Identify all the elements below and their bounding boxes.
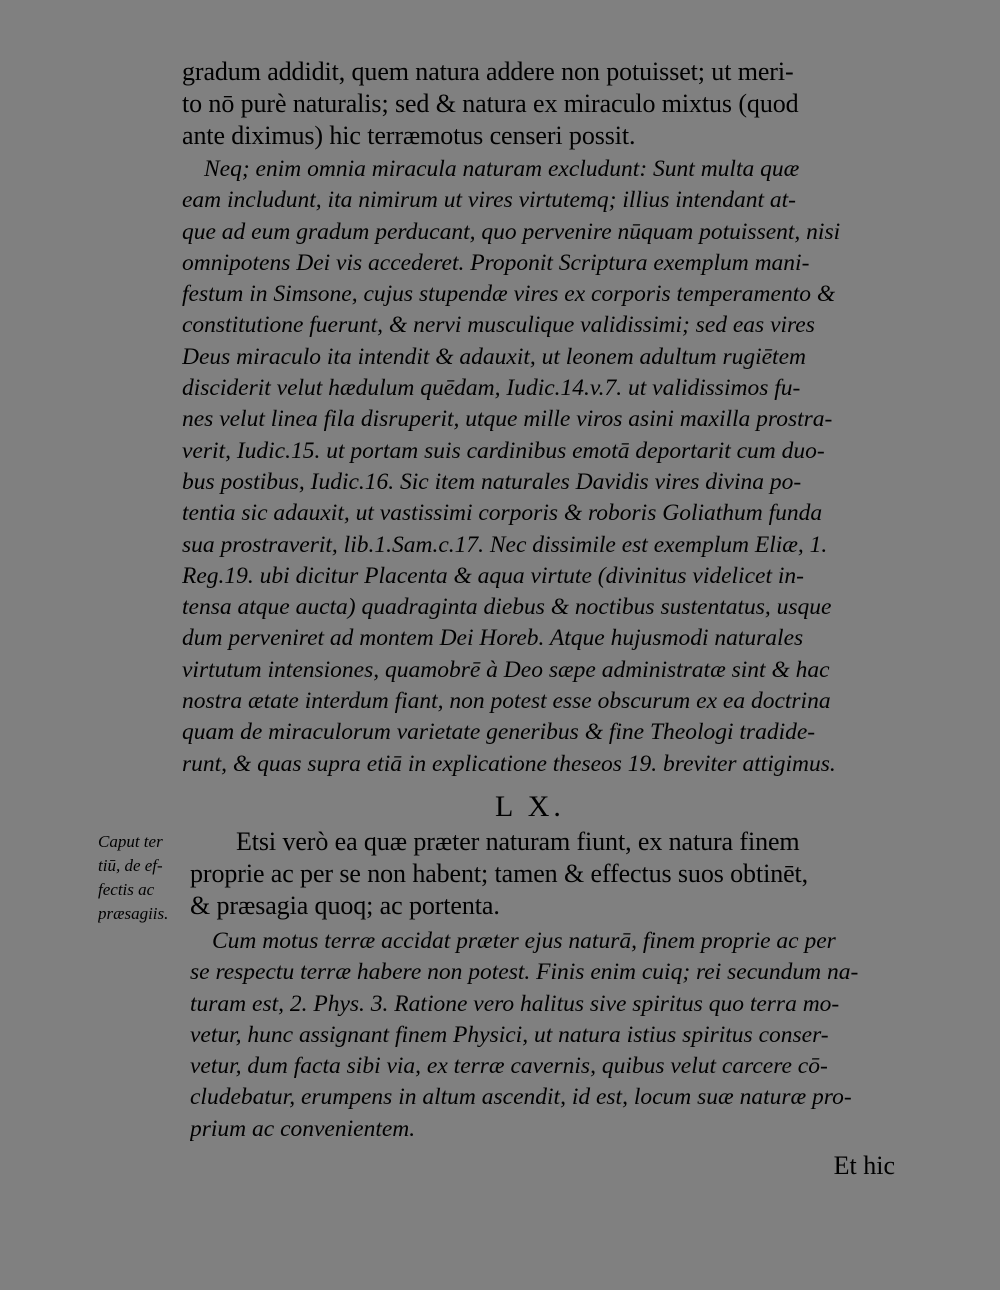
text-line: Reg.19. ubi dicitur Placenta & aqua virtute (divinitus videlicet in- [182, 562, 804, 589]
text-line: proprie ac per se non habent; tamen & effectus suos obtinēt, [190, 859, 809, 888]
text-line: virtutum intensiones, quamobrē à Deo sæpe administratæ sint & hac [182, 656, 830, 683]
text-line: Etsi verò ea quæ præter naturam fiunt, ex natura finem [236, 827, 800, 856]
text-line: quam de miraculorum varietate generibus & fine Theologi tradide- [182, 719, 816, 746]
text-line: turam est, 2. Phys. 3. Ratione vero halitus sive spiritus quo terra mo- [190, 990, 840, 1017]
text-line: & præsagia quoq; ac portenta. [190, 891, 500, 920]
text-line: disciderit velut hædulum quēdam, Iudic.14.v.7. ut validissimos fu- [182, 375, 801, 402]
text-line: constitutione fuerunt, & nervi musculique validissimi; sed eas vires [182, 312, 815, 339]
text-line: gradum addidit, quem natura addere non potuisset; ut meri- [182, 57, 794, 86]
text-line: tentia sic adauxit, ut vastissimi corporis & roboris Goliathum funda [182, 500, 823, 527]
text-line: sua prostraverit, lib.1.Sam.c.17. Nec dissimile est exemplum Eliæ, 1. [182, 531, 828, 558]
text-line: Cum motus terræ accidat præter ejus naturā, finem proprie ac per [212, 928, 836, 954]
paragraph-italic-commentary [190, 926, 895, 1145]
text-line: bus postibus, Iudic.16. Sic item naturales Davidis vires divina po- [182, 468, 802, 495]
text-line: ante diximus) hic terræmotus censeri possit. [182, 121, 636, 150]
text-line: Deus miraculo ita intendit & adauxit, ut leonem adultum rugiētem [182, 343, 806, 370]
paragraph-italic-commentary [182, 154, 894, 780]
text-line: dum perveniret ad montem Dei Horeb. Atque hujusmodi naturales [182, 625, 804, 652]
text-line: to nō purè naturalis; sed & natura ex miraculo mixtus (quod [182, 89, 799, 118]
text-line: runt, & quas supra etiā in explicatione theseos 19. breviter attigimus. [182, 750, 836, 777]
text-line: tensa atque aucta) quadraginta diebus & noctibus sustentatus, usque [182, 594, 832, 621]
text-line: eam includunt, ita nimirum ut vires virtutemq; illius intendant at- [182, 187, 796, 214]
text-line: nes velut linea fila disruperit, utque mille viros asini maxilla prostra- [182, 406, 833, 433]
section-heading: L X. [495, 790, 565, 823]
text-line: omnipotens Dei vis accederet. Proponit Scriptura exemplum mani- [182, 249, 810, 276]
text-line: verit, Iudic.15. ut portam suis cardinibus emotā deportarit cum duo- [182, 437, 825, 464]
paragraph-continuation [182, 56, 894, 152]
margin-note-line: tiū, de ef- [98, 856, 163, 875]
margin-note-line: fectis ac [98, 880, 155, 899]
margin-note-line: præsagiis. [98, 904, 169, 923]
text-line: Neq; enim omnia miracula naturam excludunt: Sunt multa quæ [204, 156, 800, 182]
catchword: Et hic [833, 1151, 895, 1180]
margin-note [98, 830, 194, 926]
text-line: se respectu terræ habere non potest. Finis enim cuiq; rei secundum na- [190, 959, 859, 986]
text-line: que ad eum gradum perducant, quo pervenire nūquam potuissent, nisi [182, 218, 841, 245]
paragraph-thesis [190, 826, 895, 922]
text-line: prium ac convenientem. [190, 1115, 416, 1142]
text-line: vetur, hunc assignant finem Physici, ut natura istius spiritus conser- [190, 1021, 829, 1048]
text-line: nostra ætate interdum fiant, non potest esse obscurum ex ea doctrina [182, 688, 831, 715]
text-line: cludebatur, erumpens in altum ascendit, id est, locum suæ naturæ pro- [190, 1084, 852, 1111]
text-line: festum in Simsone, cujus stupendæ vires ex corporis temperamento & [182, 281, 836, 308]
margin-note-line: Caput ter [98, 832, 163, 851]
text-line: vetur, dum facta sibi via, ex terræ cavernis, quibus velut carcere cō- [190, 1053, 828, 1080]
